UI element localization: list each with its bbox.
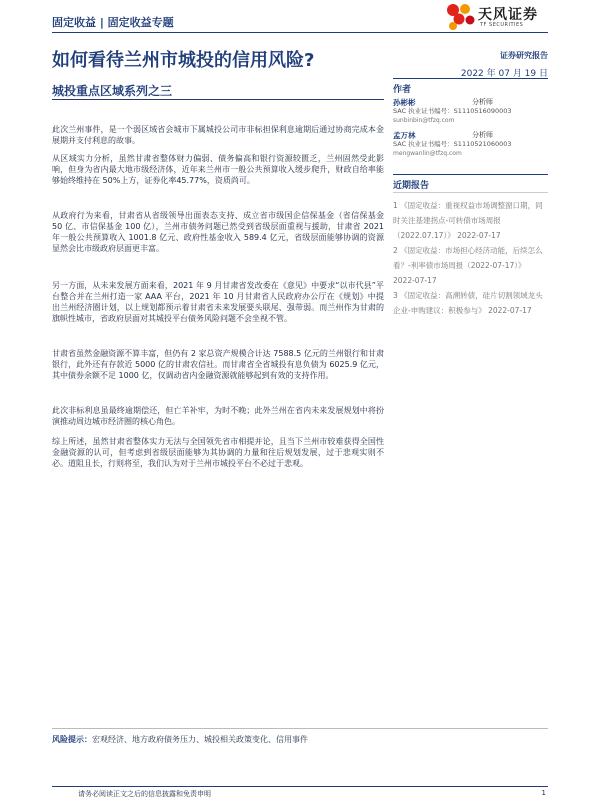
authors-divider	[393, 78, 548, 79]
author-cert: SAC 执业证书编号：S1110521060003	[393, 140, 512, 148]
recent-heading-divider	[393, 192, 548, 193]
author-name: 孙彬彬	[393, 98, 416, 107]
author-email[interactable]: sunbinbin@tfzq.com	[393, 117, 455, 124]
author-name: 孟万林	[393, 131, 416, 140]
body-paragraph: 综上所述，虽然甘肃省整体实力无法与全国领先省市相提并论，且当下兰州市较难获得全国性金融资源的认可，但考虑到省级层面能够为其协调的力量和往后规划发展，过于悲观实则不必。道阻且长，行则将至，我们认为对于兰州市城投平台不必过于悲观。	[52, 437, 384, 468]
recent-report-link[interactable]: 3 《固定收益：高溯转债，硅片切割领域龙头企业-申购建议：积极参与》 2022-07-17	[393, 291, 543, 315]
header-category: 固定收益 | 固定收益专题	[52, 16, 174, 29]
recent-reports-heading: 近期报告	[393, 181, 430, 191]
subtitle-divider	[52, 99, 384, 100]
risk-text: 宏观经济、地方政府债务压力、城投相关政策变化、信用事件	[92, 735, 308, 744]
recent-report-link[interactable]: 2 《固定收益：市场担心经济动能，后续怎么看？-利率债市场周报（2022-07-17）》 2022-07-17	[393, 246, 543, 285]
author-role: 分析师	[472, 131, 493, 139]
footer-disclaimer: 请务必阅读正文之后的信息披露和免责申明	[78, 790, 211, 798]
author-card	[393, 98, 512, 125]
authors-heading: 作者	[393, 85, 412, 95]
risk-warning	[52, 734, 308, 745]
risk-label: 风险提示：	[52, 735, 92, 744]
brand-name: 天风证券	[478, 7, 538, 23]
header-divider	[52, 32, 548, 33]
brand-sub: TF SECURITIES	[480, 22, 524, 28]
author-cert: SAC 执业证书编号：S1110516090003	[393, 107, 512, 115]
recent-divider	[393, 174, 548, 175]
recent-report-link[interactable]: 1 《固定收益：重视权益市场调整窗口期，同时关注基建拐点-可转债市场周报（2022.07.17）》 2022-07-17	[393, 201, 543, 240]
risk-divider	[52, 728, 548, 729]
author-role: 分析师	[472, 98, 493, 106]
page-number: 1	[541, 789, 546, 797]
report-type: 证券研究报告	[500, 51, 548, 60]
report-date: 2022 年 07 月 19 日	[460, 69, 548, 79]
report-title: 如何看待兰州市城投的信用风险?	[52, 50, 315, 71]
report-subtitle: 城投重点区域系列之三	[52, 84, 173, 98]
body-paragraph: 从区域实力分析，虽然甘肃省整体财力偏弱、债务偏高和银行资源较匮乏，兰州固然受此影响，但身为省内最大地市级经济体，近年来兰州市一般公共预算收入缓步爬升，财政自给率能够始终维持在 50%上方，证券化率45.77%，资质尚可。	[52, 154, 384, 185]
body-paragraph: 此次兰州事件，是一个弱区域省会城市下属城投公司市非标担保利息逾期后通过协商完成本金展期并支付利息的故事。	[52, 125, 384, 145]
author-card	[393, 131, 512, 158]
footer-divider	[52, 786, 548, 787]
body-paragraph: 此次非标利息虽最终逾期偿还，但亡羊补牢，为时不晚；此外兰州在省内未来发展规划中将扮演推动周边城市经济圈的核心角色。	[52, 406, 384, 426]
body-paragraph: 从政府行为来看，甘肃省从省级领导出面表态支持、成立省市级国企信保基金（省信保基金 50 亿、市信保基金 100 亿），兰州市债务问题已然受到省级层面重视与援助，甘肃省 2021 年一般公共预算收入 1001.8 亿元、政府性基金收入 589.4 亿元，省级层面能够协调的资源显然会比市级政府层面更丰富。	[52, 211, 384, 253]
author-email[interactable]: mengwanlin@tfzq.com	[393, 150, 462, 157]
body-paragraph: 另一方面，从未来发展方面来看，2021 年 9 月甘肃省发改委在《意见》中要求“以市代县”平台整合并在兰州打造一家 AAA 平台，2021 年 10 月甘肃省人民政府办公厅在《规划》中提出兰州经济圈计划，以上规划都预示着甘肃省未来发展要头联尾、强带弱。而兰州作为甘肃的旗帜性城市，省政府层面对其城投平台债务风险问题不会坐视不管。	[52, 281, 384, 323]
body-paragraph: 甘肃省虽然金融资源不算丰富，但仍有 2 家总资产规模合计达 7588.5 亿元的兰州银行和甘肃银行，此外还有存款近 5000 亿的甘肃农信社。而甘肃省全省城投有息负债为 6025.9 亿元，其中债券余额不足 1000 亿，仅调动省内金融资源就能够起到有效的支持作用。	[52, 349, 384, 380]
